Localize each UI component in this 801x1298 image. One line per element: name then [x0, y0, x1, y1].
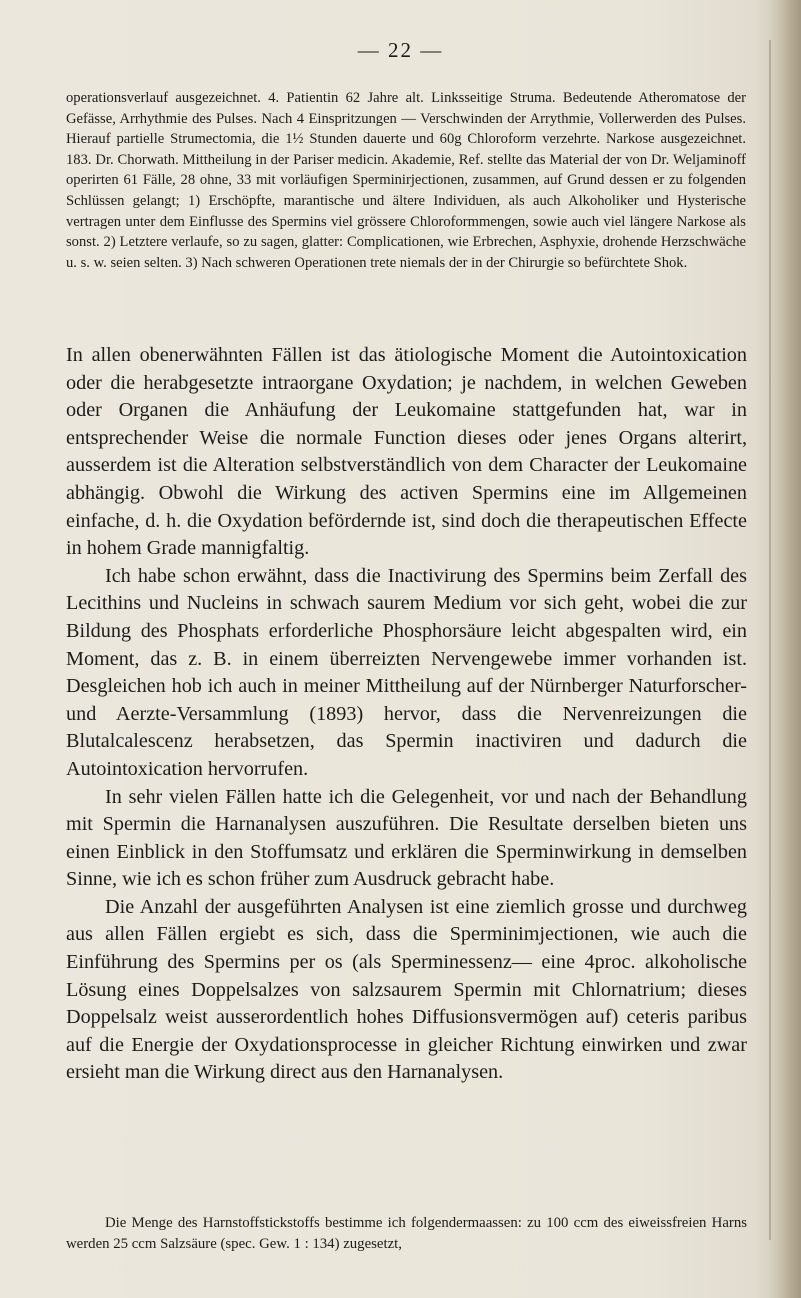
page-edge-shadow — [755, 0, 801, 1298]
paragraph-2: Ich habe schon erwähnt, dass die Inactivirung des Spermins beim Zerfall des Lecithins und Nucleins in schwach saurem Medium vor sich geht, wobei die zur Bildung des Phosphats erforderliche Phosphorsäure leicht abgespalten wird, ein Moment, das z. B. in einem überreizten Nervengewebe immer vorhanden ist. Desgleichen hob ich auch in meiner Mittheilung auf der Nürnberger Naturforscher- und Aerzte-Versammlung (1893) hervor, dass die Nervenreizungen die Blutalcalescenz herabsetzen, das Spermin inactiviren und dadurch die Autointoxication hervorrufen. — [66, 564, 747, 780]
page-number: — 22 — — [357, 38, 444, 62]
small-print-paragraph: operationsverlauf ausgezeichnet. 4. Patientin 62 Jahre alt. Linksseitige Struma. Bedeutende Atheromatose der Gefässe, Arrhythmie des Pulses. Nach 4 Einspritzungen — Verschwinden der Arrythmie, Vollerwerden des Pulses. Hierauf partielle Strumectomia, die 1½ Stunden dauerte und 60g Chloroform verzehrte. Narkose ausgezeichnet. 183. Dr. Chorwath. Mittheilung in der Pariser medicin. Akademie, Ref. stellte das Material der von Dr. Weljaminoff operirten 61 Fälle, 28 ohne, 33 mit vorläufigen Sperminirjectionen, zusammen, auf Grund dessen er zu folgenden Schlüssen gelangt; 1) Erschöpfte, marantische und ältere Individuen, als auch Alkoholiker und Hysterische vertragen unter dem Einflusse des Spermins viel grössere Chloroformmengen, sowie auch viel längere Narkose als sonst. 2) Letztere verlaufe, so zu sagen, glatter: Complicationen, wie Erbrechen, Asphyxie, drohende Herzschwäche u. s. w. seien selten. 3) Nach schweren Operationen trete niemals der in der Chirurgie so befürchtete Shok. — [66, 90, 746, 271]
paragraph-1: In allen obenerwähnten Fällen ist das ätiologische Moment die Autointoxication oder die herabgesetzte intraorgane Oxydation; je nachdem, in welchen Geweben oder Organen die Anhäufung der Leukomaine stattgefunden hat, war in entsprechender Weise die normale Function dieses oder jenes Organs alterirt, ausserdem ist die Alteration selbstverständlich von dem Character der Leukomaine abhängig. Obwohl die Wirkung des activen Spermins eine im Allgemeinen einfache, d. h. die Oxydation befördernde ist, sind doch die therapeutischen Effecte in hohem Grade mannigfaltig. — [66, 344, 747, 560]
paragraph-4: Die Anzahl der ausgeführten Analysen ist eine ziemlich grosse und durchweg aus allen Fällen ergiebt es sich, dass die Sperminimjectionen, wie auch die Einführung des Spermins per os (als Sperminessenz— eine 4proc. alkoholische Lösung eines Doppelsalzes von salzsaurem Spermin mit Chlornatrium; dieses Doppelsalz weist ausserordentlich hohes Diffusionsvermögen auf) ceteris paribus auf die Energie der Oxydationsprocesse in gleicher Richtung einwirken und zwar ersieht man die Wirkung direct aus den Harnanalysen. — [66, 895, 747, 1084]
main-text — [66, 342, 747, 1087]
page-binding-line — [769, 40, 771, 1240]
footnote: Die Menge des Harnstoffstickstoffs bestimme ich folgendermaassen: zu 100 ccm des eiweissfreien Harns werden 25 ccm Salzsäure (spec. Gew. 1 : 134) zugesetzt, — [66, 1215, 747, 1252]
paragraph-3: In sehr vielen Fällen hatte ich die Gelegenheit, vor und nach der Behandlung mit Spermin die Harnanalysen auszuführen. Die Resultate derselben bieten uns einen Einblick in den Stoffumsatz und erklären die Sperminwirkung in demselben Sinne, wie ich es schon früher zum Ausdruck gebracht habe. — [66, 785, 747, 891]
